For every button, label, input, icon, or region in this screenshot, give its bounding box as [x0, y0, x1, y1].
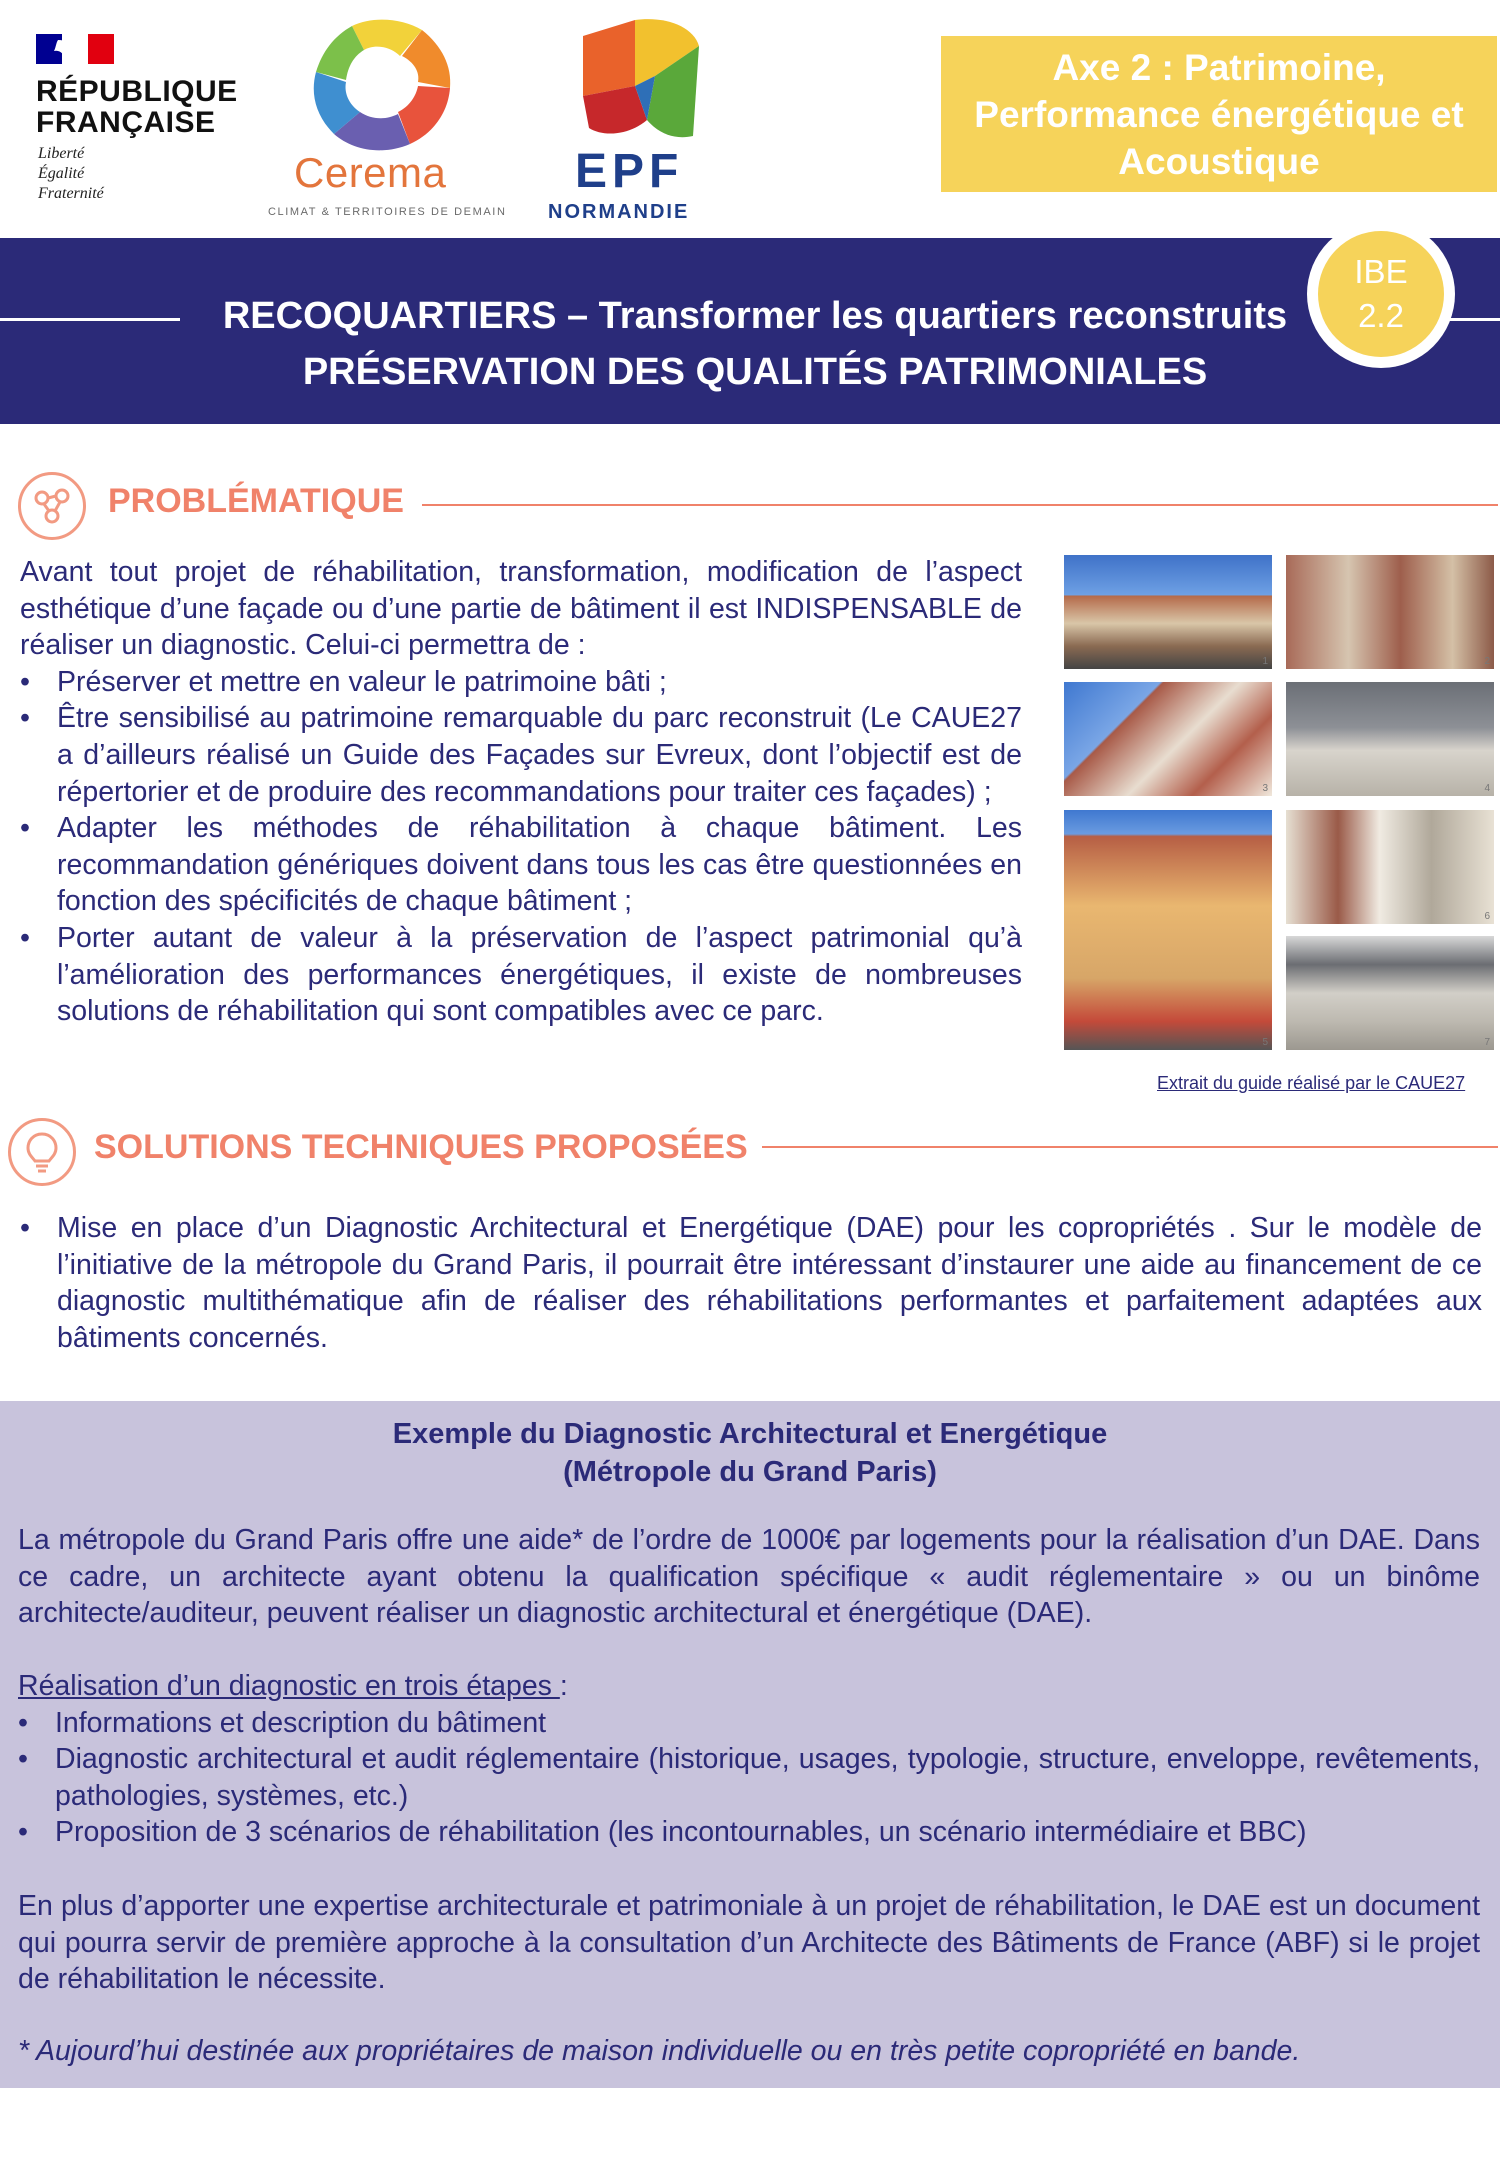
cerema-logo	[264, 16, 507, 218]
photo-caption: Extrait du guide réalisé par le CAUE27	[1157, 1073, 1466, 1093]
facade-photo-1	[1064, 555, 1272, 669]
facade-photo-2	[1286, 555, 1494, 669]
ibe-badge	[1307, 220, 1455, 368]
cerema-emblem-icon	[282, 16, 482, 156]
photo-number: 3	[1262, 783, 1268, 794]
example-paragraph-1: La métropole du Grand Paris offre une aide* de l’ordre de 1000€ par logements pour la réalisation d’un DAE. Dans ce cadre, un architecte ayant obtenu la qualification spécifique « audit réglementaire » ou un binôme architecte/auditeur, peuvent réaliser un diagnostic architectural et énergétique (DAE).	[18, 1524, 1480, 1630]
facade-photo-5	[1064, 810, 1272, 1050]
cerema-tagline: CLIMAT & TERRITOIRES DE DEMAIN	[268, 206, 507, 218]
steps-label-colon: :	[559, 1670, 568, 1702]
list-item: • Être sensibilisé au patrimoine remarquable du parc reconstruit (Le CAUE27 a d’ailleurs réalisé un Guide des Façades sur Evreux, dont l’objectif est de répertorier et de produire des recommandations pour traiter ces façades) ;	[20, 700, 1022, 810]
list-item: • Proposition de 3 scénarios de réhabilitation (les incontournables, un scénario intermédiaire et BBC)	[18, 1814, 1480, 1851]
band-divider-right	[1445, 318, 1500, 321]
facade-photo-3	[1064, 682, 1272, 796]
epf-normandie-logo	[545, 16, 735, 223]
ibe-badge-inner	[1318, 231, 1444, 357]
example-title-line2: (Métropole du Grand Paris)	[563, 1456, 937, 1488]
cerema-name: Cerema	[294, 149, 447, 196]
example-footnote: * Aujourd’hui destinée aux propriétaires de maison individuelle ou en très petite copropriété en bande.	[18, 2035, 1301, 2067]
problematique-text	[20, 554, 1022, 1030]
facade-photo-6	[1286, 810, 1494, 924]
example-steps-label	[18, 1668, 1480, 1705]
problematique-intro: Avant tout projet de réhabilitation, transformation, modification de l’aspect esthétique d’une façade ou d’une partie de bâtiment il est INDISPENSABLE de réaliser un diagnostic. Celui-ci permettra de :	[20, 556, 1022, 662]
facade-photo-7	[1286, 936, 1494, 1050]
axe-label: Axe 2 : Patrimoine, Performance énergétique et Acoustique	[974, 46, 1464, 182]
axe-label-box	[941, 36, 1497, 192]
network-icon	[18, 472, 86, 540]
page-title	[180, 288, 1330, 400]
epf-subtitle: NORMANDIE	[548, 201, 690, 223]
solutions-text	[20, 1210, 1482, 1356]
example-title-line1: Exemple du Diagnostic Architectural et Energétique	[392, 1418, 1108, 1450]
list-item: • Mise en place d’un Diagnostic Architectural et Energétique (DAE) pour les copropriétés . Sur le modèle de l’initiative de la métropole du Grand Paris, il pourrait être intéressant d’instaurer une aide au financement de ce diagnostic multithématique afin de réaliser des réhabilitations performantes et parfaitement adaptées aux bâtiments concernés.	[20, 1210, 1482, 1356]
photo-number: 7	[1484, 1037, 1490, 1048]
section-divider-problematique	[422, 504, 1498, 506]
section-heading-solutions: SOLUTIONS TECHNIQUES PROPOSÉES	[94, 1128, 748, 1166]
problematique-list	[20, 664, 1022, 1030]
page-title-line2: PRÉSERVATION DES QUALITÉS PATRIMONIALES	[302, 351, 1208, 393]
photo-number: 1	[1262, 656, 1268, 667]
motto-fraternite: Fraternité	[38, 185, 104, 202]
example-title	[0, 1415, 1500, 1491]
republique-motto	[38, 144, 104, 204]
facade-photo-4	[1286, 682, 1494, 796]
page-title-line1: RECOQUARTIERS – Transformer les quartiers reconstruits	[222, 295, 1288, 337]
epf-name: EPF	[575, 145, 684, 198]
photo-number: 4	[1484, 783, 1490, 794]
marianne-flag-icon	[36, 34, 114, 64]
example-paragraph-2: En plus d’apporter une expertise architecturale et patrimoniale à un projet de réhabilitation, le DAE est un document qui pourra servir de première approche à la consultation d’un Architecte des Bâtiments de France (ABF) si le projet de réhabilitation le nécessite.	[18, 1890, 1480, 1996]
photo-number: 5	[1262, 1037, 1268, 1048]
example-box	[0, 1401, 1500, 2088]
example-steps	[18, 1668, 1480, 1851]
ibe-badge-number: 2.2	[1358, 297, 1404, 334]
example-steps-list	[18, 1705, 1480, 1851]
list-item: • Adapter les méthodes de réhabilitation à chaque bâtiment. Les recommandation génériques doivent dans tous les cas être questionnées en fonction des spécificités de chaque bâtiment ;	[20, 810, 1022, 920]
list-item: • Préserver et mettre en valeur le patrimoine bâti ;	[20, 664, 1022, 701]
motto-egalite: Égalité	[38, 165, 85, 182]
list-item: • Porter autant de valeur à la préservation de l’aspect patrimonial qu’à l’amélioration des performances énergétiques, il existe de nombreuses solutions de réhabilitation qui sont compatibles avec ce parc.	[20, 920, 1022, 1030]
title-band	[0, 238, 1500, 424]
epf-emblem-icon	[575, 16, 705, 146]
republique-name: RÉPUBLIQUE FRANÇAISE	[36, 75, 238, 139]
list-item: • Informations et description du bâtiment	[18, 1705, 1480, 1742]
photo-number: 6	[1484, 911, 1490, 922]
steps-label-text: Réalisation d’un diagnostic en trois étapes	[18, 1670, 560, 1702]
section-heading-problematique: PROBLÉMATIQUE	[108, 482, 404, 520]
lightbulb-icon	[8, 1118, 76, 1186]
photo-number: 2	[1484, 656, 1490, 667]
band-divider-left	[0, 318, 180, 321]
section-divider-solutions	[762, 1146, 1498, 1148]
list-item: • Diagnostic architectural et audit réglementaire (historique, usages, typologie, structure, enveloppe, revêtements, pathologies, systèmes, etc.)	[18, 1741, 1480, 1814]
ibe-badge-label: IBE	[1354, 253, 1408, 290]
solutions-list	[20, 1210, 1482, 1356]
motto-liberte: Liberté	[38, 145, 85, 162]
